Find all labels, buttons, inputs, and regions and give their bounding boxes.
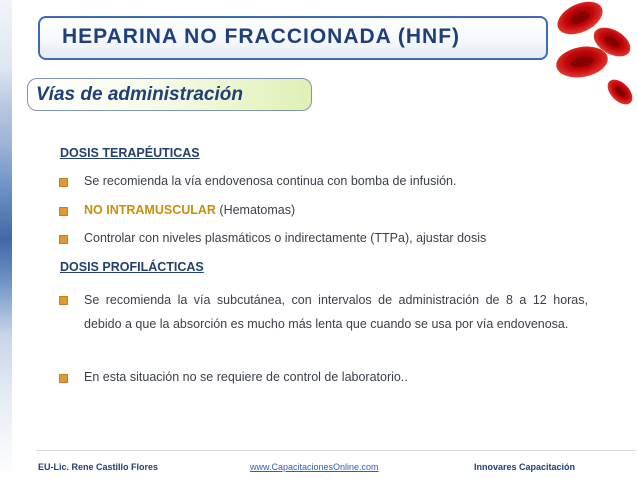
prophylactic-item-1: Se recomienda la vía subcutánea, con intervalos de administración de 8 a 12 horas, debido a que la absorción es mucho más lenta que cuando se usa por vía endovenosa.: [84, 293, 588, 331]
bullet-icon: [59, 374, 68, 383]
bullet-icon: [59, 178, 68, 187]
footer-organization: Innovares Capacitación: [474, 462, 576, 472]
therapeutic-item-2: [84, 203, 295, 217]
red-blood-cells-icon: [540, 0, 638, 120]
footer-divider: [36, 450, 636, 451]
bullet-icon: [59, 207, 68, 216]
prophylactic-heading: DOSIS PROFILÁCTICAS: [60, 260, 204, 274]
footer-author: EU-Lic. Rene Castillo Flores: [38, 462, 159, 472]
page-title: HEPARINA NO FRACCIONADA (HNF): [62, 25, 461, 48]
prophylactic-item-2: En esta situación no se requiere de control de laboratorio..: [84, 370, 408, 384]
footer-website-link[interactable]: www.CapacitacionesOnline.com: [250, 462, 379, 472]
therapeutic-item-3: Controlar con niveles plasmáticos o indirectamente (TTPa), ajustar dosis: [84, 231, 487, 245]
bullet-icon: [59, 296, 68, 305]
therapeutic-heading: DOSIS TERAPÉUTICAS: [60, 146, 200, 160]
bullet-icon: [59, 235, 68, 244]
no-intramuscular-highlight: NO INTRAMUSCULAR: [84, 203, 216, 217]
section-title: Vías de administración: [36, 84, 243, 105]
hematomas-note: (Hematomas): [215, 203, 296, 217]
therapeutic-item-1: Se recomienda la vía endovenosa continua con bomba de infusión.: [84, 174, 457, 188]
left-gradient-bar: [0, 0, 12, 479]
